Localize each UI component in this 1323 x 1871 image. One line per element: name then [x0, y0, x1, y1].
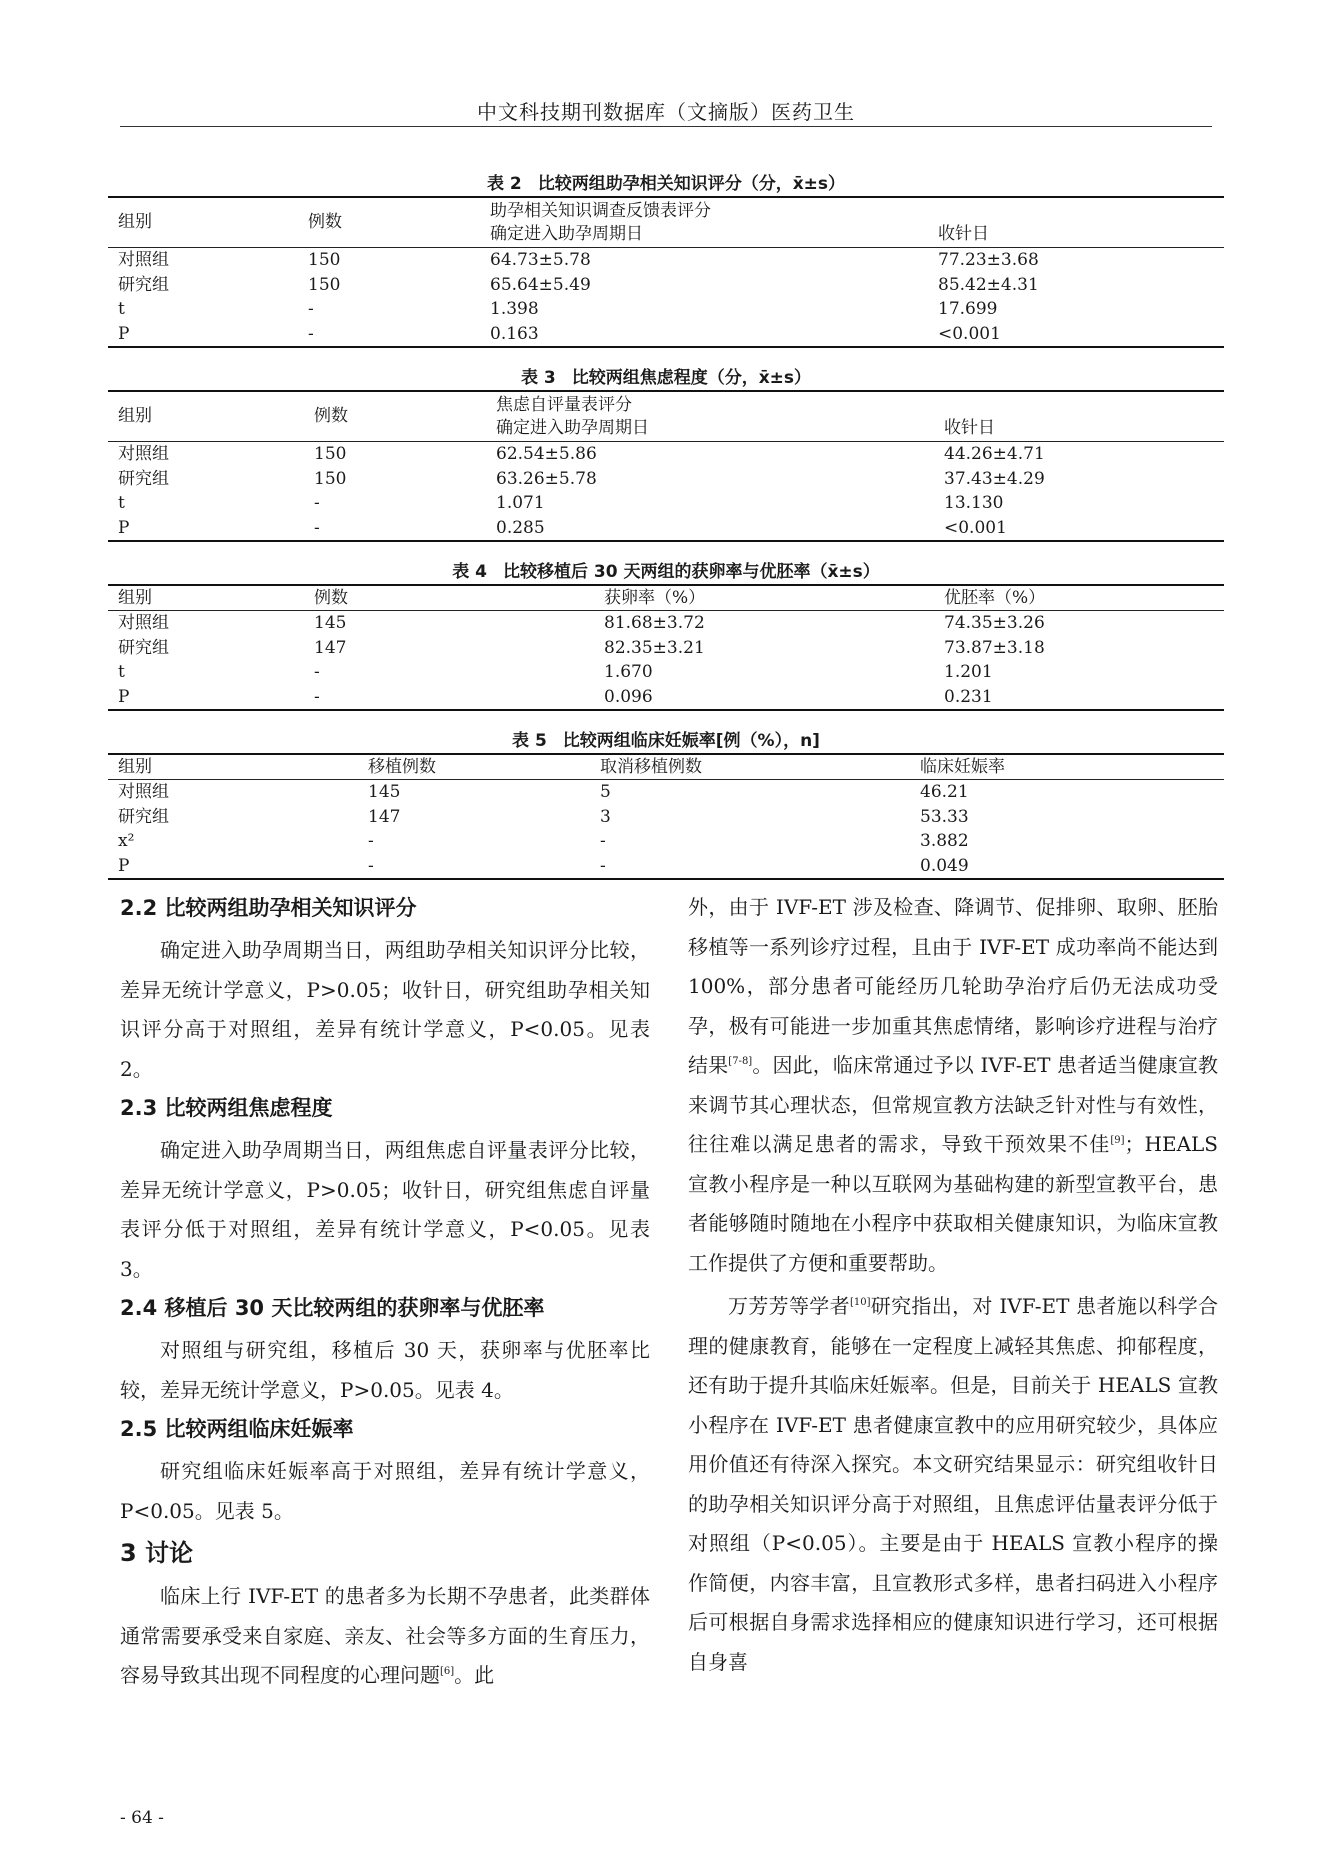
- header-group: 组别: [118, 588, 152, 608]
- cell-v2: 13.130: [944, 493, 1004, 513]
- cell-v1: 3: [600, 806, 611, 827]
- header-group: 组别: [118, 406, 152, 426]
- table-row: [108, 854, 1224, 879]
- citation-10: [10]: [849, 1297, 871, 1308]
- right-column: [688, 888, 1218, 1686]
- cell-n: 147: [368, 806, 401, 827]
- table-3: [108, 366, 1224, 542]
- section-2-2-title: 2.2 比较两组助孕相关知识评分: [120, 896, 417, 920]
- table-5-header: [108, 755, 1224, 780]
- cell-v1: 1.398: [490, 299, 539, 319]
- table-2-number: 表 2: [486, 174, 522, 194]
- cell-n: -: [314, 493, 320, 513]
- cell-group: 对照组: [118, 250, 169, 270]
- section-3-title: 3 讨论: [120, 1539, 194, 1567]
- section-2-5-text: 研究组临床妊娠率高于对照组，差异有统计学意义，P<0.05。见表 5。: [120, 1459, 650, 1523]
- cell-v2: 0.231: [944, 686, 993, 707]
- cell-v2: 17.699: [938, 299, 998, 319]
- header-n: 例数: [308, 212, 342, 232]
- cell-group: 研究组: [118, 806, 169, 827]
- table-3-title: 比较两组焦虑程度（分，x̄±s）: [571, 368, 812, 388]
- table-4-number: 表 4: [452, 562, 487, 582]
- discussion-p2-a: 万芳芳等学者: [728, 1294, 850, 1318]
- section-2-4-text: 对照组与研究组，移植后 30 天，获卵率与优胚率比较，差异无统计学意义，P>0.05。见表 4。: [120, 1338, 650, 1402]
- discussion-p1-a: 外，由于 IVF-ET 涉及检查、降调节、促排卵、取卵、胚胎移植等一系列诊疗过程，且由于 IVF-ET 成功率尚不能达到 100%，部分患者可能经历几轮助孕治疗后仍无法成功受孕，极有可能进一步加重其焦虑情绪，影响诊疗进程与治疗结果: [688, 895, 1218, 1077]
- left-column: [120, 893, 650, 1700]
- cell-v2: 74.35±3.26: [944, 613, 1045, 633]
- cell-v2: 3.882: [920, 831, 969, 851]
- cell-n: -: [368, 831, 374, 851]
- cell-v1: 64.73±5.78: [490, 250, 591, 270]
- table-row: [108, 248, 1224, 273]
- journal-header: 中文科技期刊数据库（文摘版）医药卫生: [477, 100, 855, 124]
- table-row: [108, 660, 1224, 685]
- section-2-4-title: 2.4 移植后 30 天比较两组的获卵率与优胚率: [120, 1296, 545, 1320]
- cell-v1: -: [600, 855, 606, 876]
- citation-6: [6]: [440, 1666, 455, 1677]
- cell-v1: 0.096: [604, 686, 653, 707]
- table-5-number: 表 5: [512, 731, 547, 751]
- table-2-caption: [108, 172, 1224, 196]
- cell-group: t: [118, 299, 125, 319]
- table-row: [108, 516, 1224, 541]
- table-5: [108, 729, 1224, 880]
- cell-v2: 73.87±3.18: [944, 637, 1045, 658]
- cell-group: x²: [118, 831, 135, 851]
- discussion-paragraph-1: [688, 888, 1218, 1283]
- cell-group: t: [118, 662, 125, 682]
- citation-7-8: [7-8]: [728, 1056, 753, 1067]
- cell-v1: 5: [600, 782, 611, 802]
- table-2-header: [108, 198, 1224, 248]
- header-sub2: 收针日: [938, 224, 989, 244]
- discussion-p2-b: 研究指出，对 IVF-ET 患者施以科学合理的健康教育，能够在一定程度上减轻其焦虑、抑郁程度，还有助于提升其临床妊娠率。但是，目前关于 HEALS 宣教小程序在 IVF-ET 患者健康宣教中的应用研究较少，具体应用价值还有待深入探究。本文研究结果显示：研究组收针日的助孕相关知识评分高于对照组，且焦虑评估量表评分低于对照组（P<0.05）。主要是由于 HEALS 宣教小程序的操作简便，内容丰富，且宣教形式多样，患者扫码进入小程序后可根据自身需求选择相应的健康知识进行学习，还可根据自身喜: [688, 1294, 1219, 1674]
- header-sub1: 确定进入助孕周期日: [496, 418, 649, 438]
- table-row: [108, 805, 1224, 830]
- cell-group: P: [118, 323, 130, 344]
- cell-n: 145: [314, 613, 347, 633]
- table-row: [108, 297, 1224, 322]
- cell-v1: 0.163: [490, 323, 539, 344]
- cell-v1: 81.68±3.72: [604, 613, 705, 633]
- discussion-p1-c: ；HEALS 宣教小程序是一种以互联网为基础构建的新型宣教平台，患者能够随时随地在小程序中获取相关健康知识，为临床宣教工作提供了方便和重要帮助。: [688, 1132, 1218, 1275]
- table-row: [108, 322, 1224, 347]
- table-4-caption: [108, 560, 1224, 584]
- table-row: [108, 442, 1224, 467]
- cell-n: 150: [314, 468, 347, 489]
- cell-group: 研究组: [118, 637, 169, 658]
- cell-v1: 1.071: [496, 493, 545, 513]
- section-2-2-text: 确定进入助孕周期当日，两组助孕相关知识评分比较，差异无统计学意义，P>0.05；收针日，研究组助孕相关知识评分高于对照组，差异有统计学意义，P<0.05。见表 2。: [120, 938, 650, 1081]
- section-2-3-title: 2.3 比较两组焦虑程度: [120, 1096, 333, 1120]
- cell-v2: 0.049: [920, 855, 969, 876]
- section-3-text-a: 临床上行 IVF-ET 的患者多为长期不孕患者，此类群体通常需要承受来自家庭、亲友、社会等多方面的生育压力，容易导致其出现不同程度的心理问题: [120, 1584, 650, 1687]
- discussion-p1-b: 。因此，临床常通过予以 IVF-ET 患者适当健康宣教来调节其心理状态，但常规宣教方法缺乏针对性与有效性，往往难以满足患者的需求，导致干预效果不佳: [688, 1053, 1219, 1156]
- cell-v1: 0.285: [496, 517, 545, 538]
- citation-9: [9]: [1110, 1135, 1125, 1146]
- table-3-header: [108, 392, 1224, 442]
- header-group: 组别: [118, 212, 152, 232]
- cell-n: 145: [368, 782, 401, 802]
- cell-n: -: [308, 323, 314, 344]
- cell-group: 研究组: [118, 468, 169, 489]
- header-transplant-count: 移植例数: [368, 757, 436, 777]
- section-3-text-b: 。此: [454, 1663, 495, 1687]
- cell-v2: <0.001: [938, 323, 1001, 344]
- cell-n: -: [314, 662, 320, 682]
- header-embryo-rate: 优胚率（%）: [944, 588, 1046, 608]
- table-row: [108, 273, 1224, 298]
- table-3-number: 表 3: [520, 368, 556, 388]
- discussion-paragraph-2: [688, 1287, 1218, 1682]
- cell-v1: 62.54±5.86: [496, 444, 597, 464]
- table-2: [108, 172, 1224, 348]
- cell-n: -: [368, 855, 374, 876]
- cell-v2: 1.201: [944, 662, 993, 682]
- header-group: 组别: [118, 757, 152, 777]
- cell-v1: 63.26±5.78: [496, 468, 597, 489]
- cell-v2: 77.23±3.68: [938, 250, 1039, 270]
- header-sub1: 确定进入助孕周期日: [490, 224, 643, 244]
- cell-v2: 85.42±4.31: [938, 274, 1039, 295]
- table-4-header: [108, 586, 1224, 611]
- cell-n: 147: [314, 637, 347, 658]
- table-row: [108, 829, 1224, 854]
- cell-n: -: [314, 517, 320, 538]
- table-4: [108, 560, 1224, 711]
- table-row: [108, 780, 1224, 805]
- cell-group: P: [118, 855, 130, 876]
- cell-v1: 82.35±3.21: [604, 637, 705, 658]
- table-row: [108, 611, 1224, 636]
- header-n: 例数: [314, 588, 348, 608]
- table-5-title: 比较两组临床妊娠率[例（%），n]: [562, 731, 820, 751]
- table-row: [108, 491, 1224, 516]
- section-2-5-title: 2.5 比较两组临床妊娠率: [120, 1417, 354, 1441]
- cell-v1: -: [600, 831, 606, 851]
- header-cancel-count: 取消移植例数: [600, 757, 702, 777]
- header-n: 例数: [314, 406, 348, 426]
- cell-n: -: [314, 686, 320, 707]
- section-3-text: [120, 1577, 650, 1696]
- table-row: [108, 636, 1224, 661]
- cell-v1: 65.64±5.49: [490, 274, 591, 295]
- header-pregnancy-rate: 临床妊娠率: [920, 757, 1005, 777]
- cell-group: 对照组: [118, 444, 169, 464]
- header-rule: [120, 126, 1212, 127]
- table-2-title: 比较两组助孕相关知识评分（分，x̄±s）: [537, 174, 846, 194]
- cell-group: P: [118, 686, 130, 707]
- table-row: [108, 467, 1224, 492]
- cell-v2: 46.21: [920, 782, 969, 802]
- cell-group: P: [118, 517, 130, 538]
- cell-v2: 44.26±4.71: [944, 444, 1045, 464]
- cell-v2: 53.33: [920, 806, 969, 827]
- table-4-title: 比较移植后 30 天两组的获卵率与优胚率（x̄±s）: [502, 562, 880, 582]
- cell-n: 150: [308, 274, 341, 295]
- cell-group: 对照组: [118, 782, 169, 802]
- cell-n: 150: [314, 444, 347, 464]
- cell-group: t: [118, 493, 125, 513]
- table-3-caption: [108, 366, 1224, 390]
- cell-group: 对照组: [118, 613, 169, 633]
- cell-group: 研究组: [118, 274, 169, 295]
- header-span: 助孕相关知识调查反馈表评分: [490, 201, 711, 221]
- cell-n: 150: [308, 250, 341, 270]
- cell-v2: 37.43±4.29: [944, 468, 1045, 489]
- table-row: [108, 685, 1224, 710]
- cell-n: -: [308, 299, 314, 319]
- header-egg-rate: 获卵率（%）: [604, 588, 706, 608]
- table-5-caption: [108, 729, 1224, 753]
- header-span: 焦虑自评量表评分: [496, 395, 632, 415]
- cell-v2: <0.001: [944, 517, 1007, 538]
- page-number: - 64 -: [120, 1808, 164, 1828]
- section-2-3-text: 确定进入助孕周期当日，两组焦虑自评量表评分比较，差异无统计学意义，P>0.05；收针日，研究组焦虑自评量表评分低于对照组，差异有统计学意义，P<0.05。见表 3。: [120, 1138, 650, 1281]
- header-sub2: 收针日: [944, 418, 995, 438]
- cell-v1: 1.670: [604, 662, 653, 682]
